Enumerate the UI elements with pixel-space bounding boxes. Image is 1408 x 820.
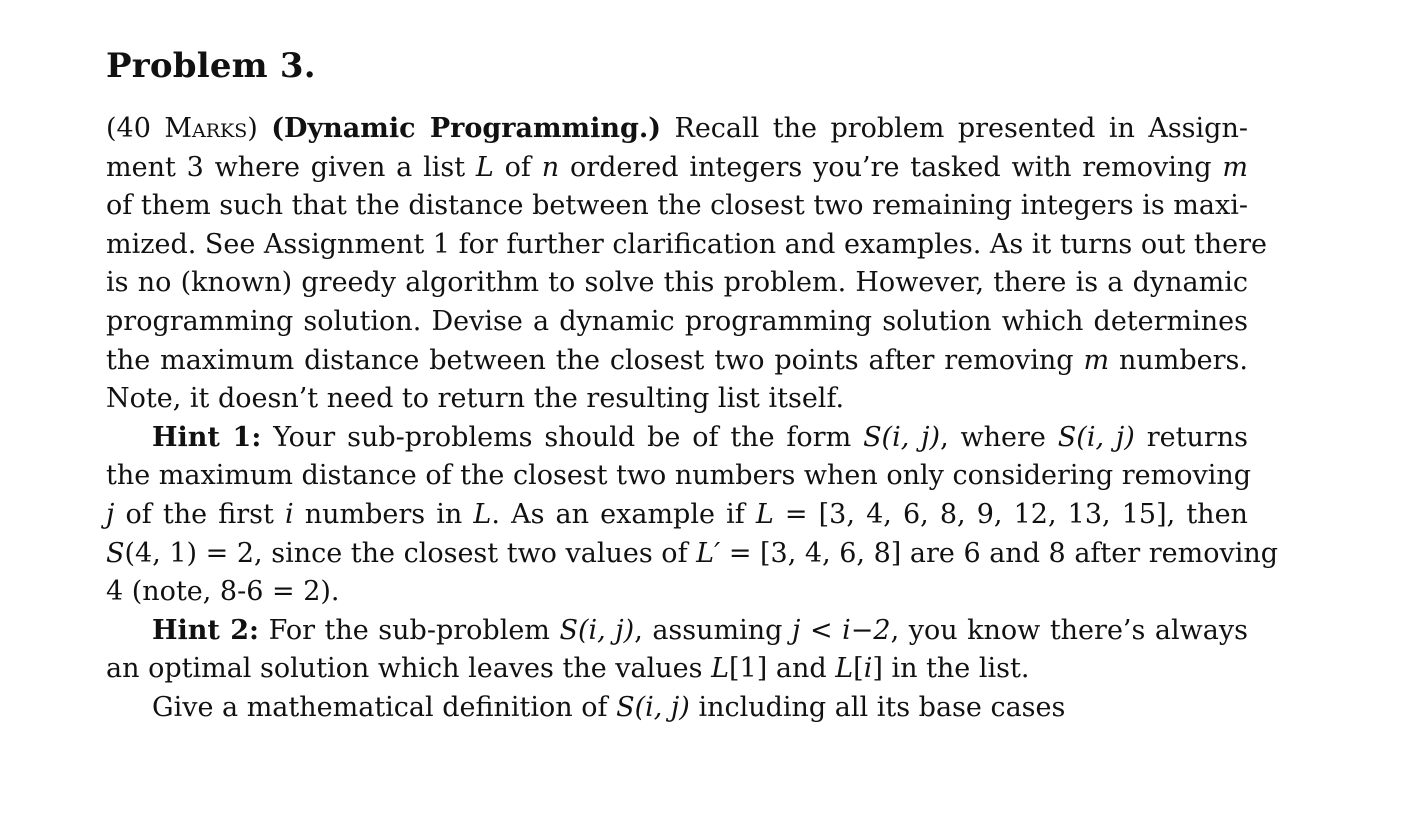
hint-text: , where — [940, 421, 1046, 453]
math-expression: S(i, j) — [559, 614, 635, 646]
marks-label: Marks — [164, 113, 248, 144]
marks-close: ) — [247, 113, 258, 144]
statement-line-6: programming solution. Devise a dynamic programming solution which determines — [106, 305, 1248, 337]
hint-text: [1] and — [729, 653, 827, 685]
statement-text: ment 3 where given a list — [106, 151, 466, 183]
hint1-line-4 — [106, 535, 1279, 574]
hint-text: of the first — [125, 498, 274, 530]
math-variable: n — [541, 151, 560, 183]
statement-text: ordered integers you’re tasked with removing — [569, 151, 1212, 183]
math-variable: L — [755, 498, 774, 530]
math-variable: L — [473, 498, 492, 530]
hint-text: , you know there’s always — [890, 614, 1248, 646]
hint1-label: Hint 1: — [152, 421, 262, 453]
math-variable: L — [711, 653, 730, 685]
hint1-line-1 — [106, 419, 1248, 458]
statement-line-5: is no (known) greedy algorithm to solve this problem. However, there is a dynamic — [106, 267, 1248, 299]
hint-text: an optimal solution which leaves the values — [106, 653, 703, 685]
math-variable: m — [1222, 151, 1249, 183]
statement-line-4: mized. See Assignment 1 for further clarification and examples. As it turns out there — [106, 228, 1268, 260]
topic-heading: (Dynamic Programming.) — [271, 113, 662, 144]
statement-text: of — [504, 151, 531, 183]
math-variable: L — [835, 653, 854, 685]
statement-line-1 — [106, 110, 1248, 149]
hint-2 — [106, 612, 1248, 689]
statement-text: numbers. — [1119, 344, 1248, 376]
hint1-line-3 — [106, 496, 1248, 535]
math-expression: j < i−2 — [792, 614, 891, 646]
hint-text: , assuming — [634, 614, 783, 646]
math-expression: S(i, j) — [863, 421, 941, 453]
problem-document — [106, 44, 1279, 728]
math-expression: S(i, j) — [1057, 421, 1135, 453]
marks-prefix: (40 — [106, 113, 165, 144]
hint1-line-2: the maximum distance of the closest two numbers when only considering removing — [106, 460, 1252, 492]
math-variable: j — [106, 498, 115, 530]
problem-statement — [106, 110, 1268, 419]
statement-line-2 — [106, 149, 1248, 188]
math-variable: L′ — [696, 537, 721, 569]
math-variable: i — [284, 498, 294, 530]
hint1-line-5: 4 (note, 8-6 = 2). — [106, 576, 340, 608]
statement-text: Recall the problem presented in Assign- — [674, 113, 1248, 144]
hint-text: ] in the list. — [872, 653, 1030, 685]
math-variable: i — [863, 653, 873, 685]
hint-text: = [3, 4, 6, 8] are 6 and 8 after removing — [728, 537, 1279, 569]
hint-text: For the sub-problem — [268, 614, 550, 646]
task-text: Give a mathematical definition of — [152, 691, 608, 723]
statement-text: the maximum distance between the closest two points after removing — [106, 344, 1074, 376]
hint2-line-1 — [106, 612, 1248, 651]
math-expression: S(i, j) — [616, 691, 690, 723]
hint-1 — [106, 419, 1279, 612]
math-variable: m — [1083, 344, 1110, 376]
hint-text: . As an example if — [491, 498, 745, 530]
hint-text: numbers in — [304, 498, 463, 530]
hint2-line-2 — [106, 650, 1248, 689]
hint-text: = [3, 4, 6, 8, 9, 12, 13, 15], then — [784, 498, 1248, 530]
statement-line-8: Note, it doesn’t need to return the resulting list itself. — [106, 383, 845, 415]
hint-text: (4, 1) = 2, since the closest two values of — [124, 537, 688, 569]
hint-text: [ — [853, 653, 864, 685]
hint-text: Your sub-problems should be of the form — [273, 421, 852, 453]
hint-text: returns — [1146, 421, 1248, 453]
math-variable: L — [475, 151, 494, 183]
task-instruction — [106, 689, 1248, 728]
statement-line-3: of them such that the distance between the closest two remaining integers is maxi- — [106, 190, 1248, 222]
task-text: including all its base cases — [698, 691, 1066, 723]
math-variable: S — [106, 537, 125, 569]
problem-title: Problem 3. — [106, 46, 316, 86]
hint2-label: Hint 2: — [152, 614, 259, 646]
statement-line-7 — [106, 342, 1248, 381]
